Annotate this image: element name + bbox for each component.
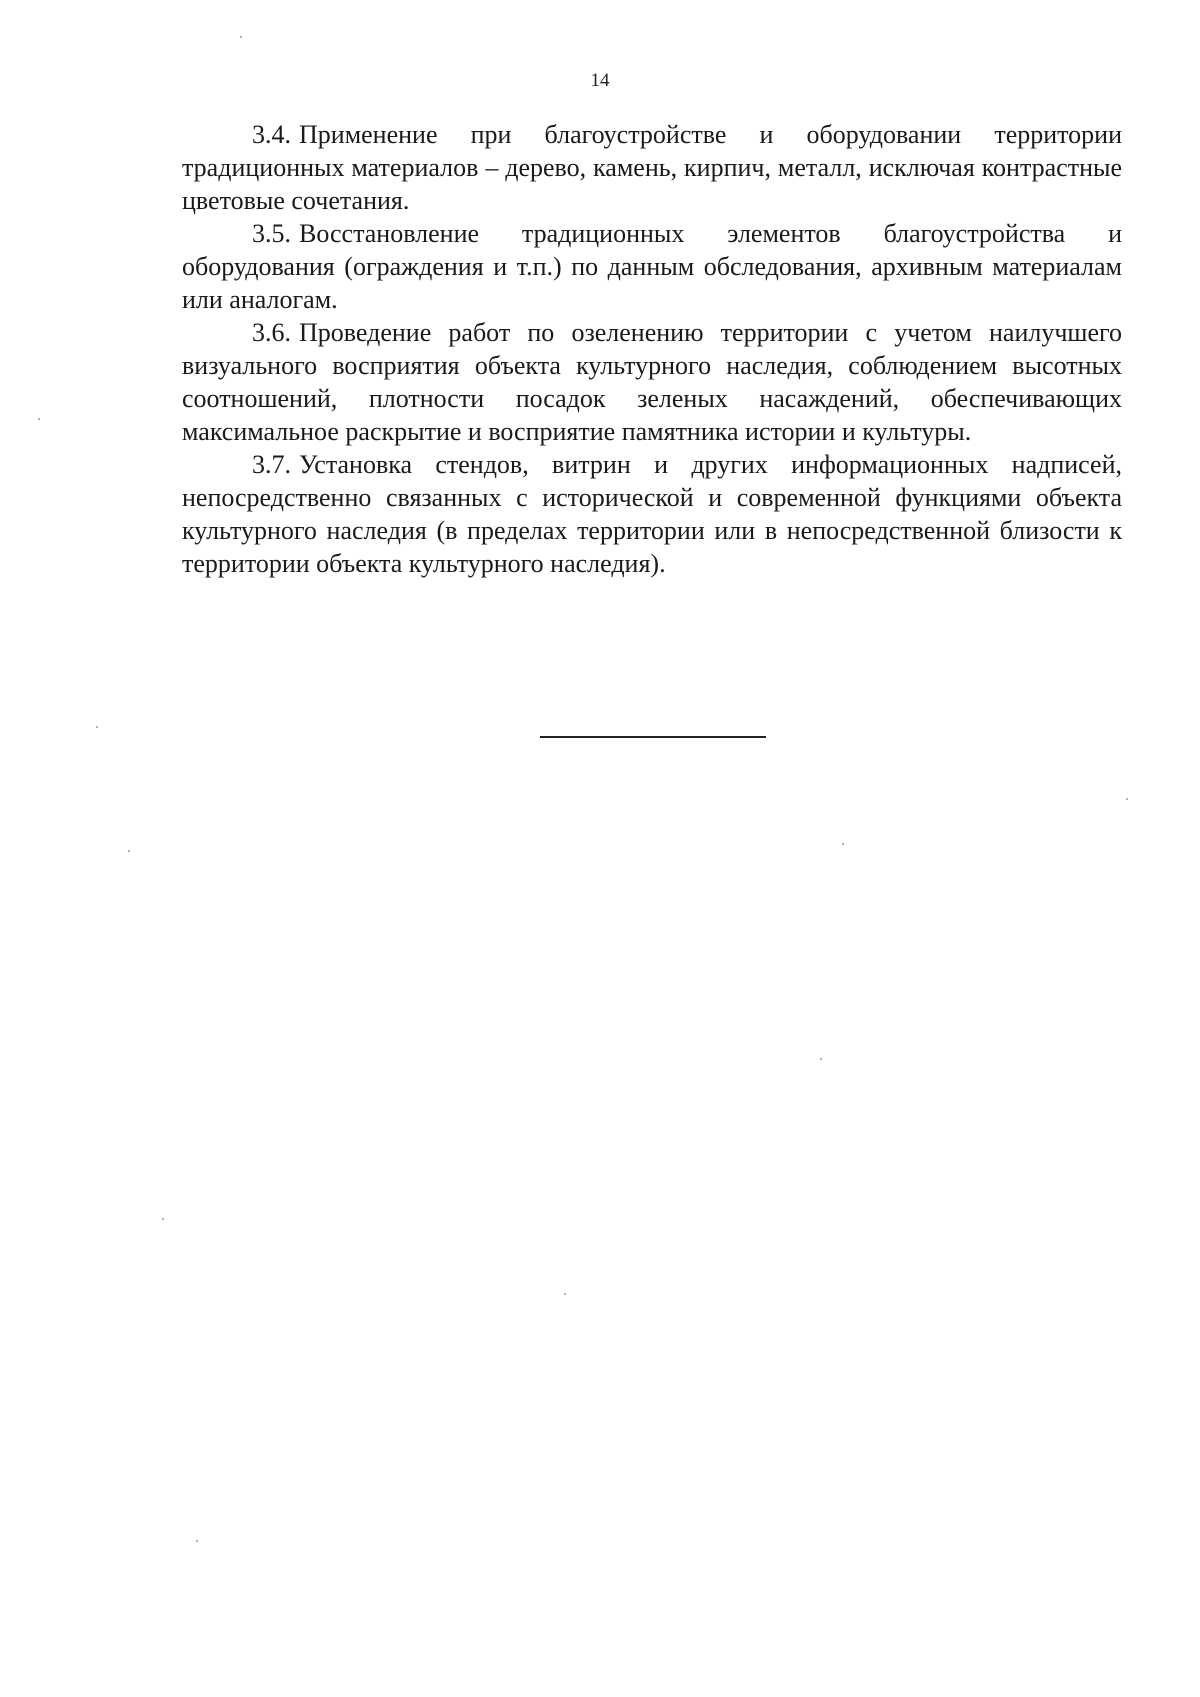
scan-speck [128,850,130,852]
paragraph-text: Восстановление традиционных элементов благоустройства и оборудования (ограждения и т.п.) по данным обследования, архивным материалам или аналогам. [182,219,1122,314]
end-separator-line [540,736,766,738]
scan-speck [162,1218,164,1220]
scan-speck [38,418,40,420]
scan-speck [1126,798,1128,800]
paragraph-3-4 [182,118,1122,217]
scan-speck [564,1293,566,1295]
paragraph-number: 3.4. [252,120,291,149]
scan-speck [842,843,844,845]
paragraph-number: 3.6. [252,318,291,347]
page-number: 14 [590,70,610,91]
scan-speck [820,1058,822,1060]
scan-speck [240,36,242,38]
paragraph-number: 3.5. [252,219,291,248]
paragraph-text: Проведение работ по озеленению территории с учетом наилучшего визуального восприятия объекта культурного наследия, соблюдением высотных соотношений, плотности посадок зеленых насаждений, обеспечивающих максимальное раскрытие и восприятие памятника истории и культуры. [182,318,1122,446]
scan-speck [196,1540,198,1542]
scan-speck [96,726,98,728]
document-body [182,118,1122,580]
paragraph-3-6 [182,316,1122,448]
paragraph-text: Установка стендов, витрин и других информационных надписей, непосредственно связанных с исторической и современной функциями объекта культурного наследия (в пределах территории или в непосредственной близости к территории объекта культурного наследия). [182,450,1122,578]
paragraph-3-5 [182,217,1122,316]
paragraph-text: Применение при благоустройстве и оборудовании территории традиционных материалов – дерево, камень, кирпич, металл, исключая контрастные цветовые сочетания. [182,120,1122,215]
paragraph-3-7 [182,448,1122,580]
paragraph-number: 3.7. [252,450,291,479]
